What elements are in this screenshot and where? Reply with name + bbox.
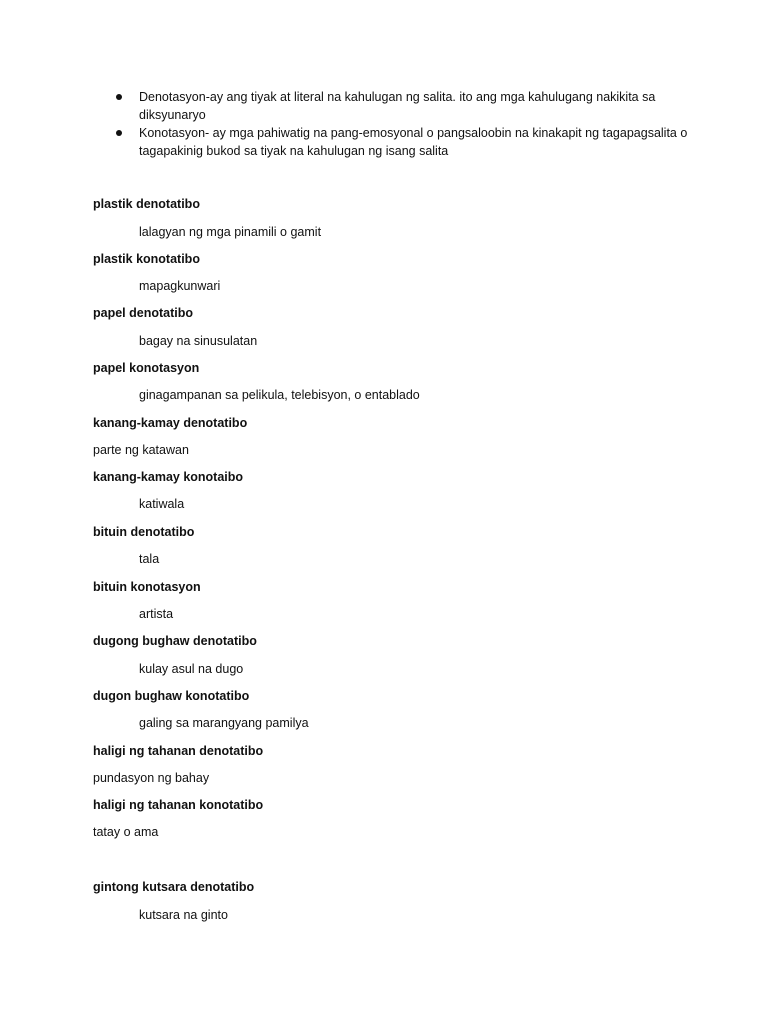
entry-term: papel konotasyon — [93, 361, 200, 375]
entry-term: plastik konotatibo — [93, 252, 200, 266]
entry-definition: pundasyon ng bahay — [93, 771, 210, 785]
entry-definition: galing sa marangyang pamilya — [139, 716, 309, 730]
bullet-text-denotasyon: Denotasyon-ay ang tiyak at literal na kahulugan ng salita. ito ang mga kahulugang nakikita sa diksyunaryo — [139, 90, 656, 122]
entry-term: dugon bughaw konotatibo — [93, 689, 250, 703]
entry-term: haligi ng tahanan konotatibo — [93, 798, 264, 812]
entry-definition: parte ng katawan — [93, 443, 189, 457]
entry-term: haligi ng tahanan denotatibo — [93, 744, 264, 758]
entry-term: bituin denotatibo — [93, 525, 195, 539]
entry-definition: lalagyan ng mga pinamili o gamit — [139, 225, 322, 239]
bullet-text-konotasyon: Konotasyon- ay mga pahiwatig na pang-emosyonal o pangsaloobin na kinakapit ng tagapagsalita o tagapakinig bukod sa tiyak na kahulugan ng isang salita — [139, 126, 688, 158]
entry-term: kanang-kamay denotatibo — [93, 416, 248, 430]
entry-term: plastik denotatibo — [93, 197, 200, 211]
entry-term: dugong bughaw denotatibo — [93, 634, 257, 648]
entry-definition: kutsara na ginto — [139, 908, 228, 922]
entry-definition: mapagkunwari — [139, 279, 221, 293]
entry-definition: artista — [139, 607, 174, 621]
entry-definition: bagay na sinusulatan — [139, 334, 258, 348]
entry-definition: tala — [139, 552, 160, 566]
entry-definition: kulay asul na dugo — [139, 662, 244, 676]
entry-term: papel denotatibo — [93, 306, 193, 320]
entry-term: bituin konotasyon — [93, 580, 201, 594]
entry-definition: ginagampanan sa pelikula, telebisyon, o entablado — [139, 388, 420, 402]
entry-definition: tatay o ama — [93, 825, 159, 839]
entry-definition: katiwala — [139, 497, 185, 511]
entry-term: gintong kutsara denotatibo — [93, 880, 255, 894]
entry-term: kanang-kamay konotaibo — [93, 470, 244, 484]
